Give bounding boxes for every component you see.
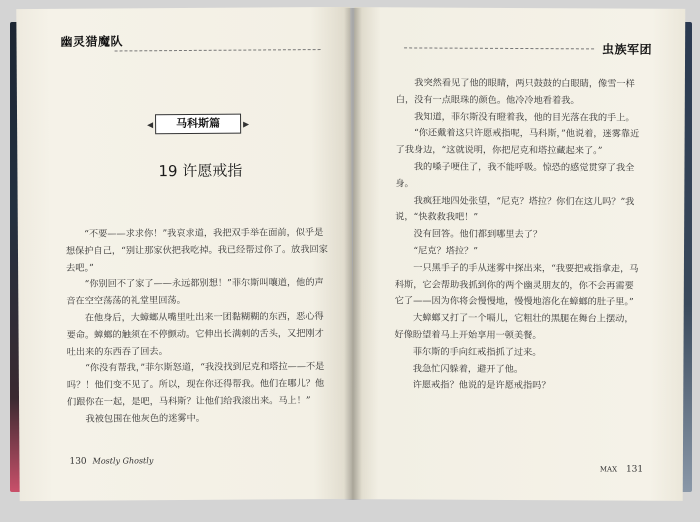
paragraph: “你别回不了家了——永远都别想！”菲尔斯叫嚷道，他的声音在空空荡荡的礼堂里回荡。 <box>66 277 324 308</box>
paragraph: 在他身后，大蟑螂从嘴里吐出来一团黏糊糊的东西，恶心得要命。蟑螂的触须在不停颤动。它伸出长满刺的舌头，又把刚才吐出来的东西吞了回去。 <box>66 311 324 358</box>
right-folio <box>600 464 643 474</box>
paragraph: 我的嗓子哽住了，我不能呼吸。惊恐的感觉贯穿了我全身。 <box>395 161 635 190</box>
paragraph: “尼克？塔拉？” <box>413 245 478 257</box>
paragraph: 我疯狂地四处张望，“尼克？塔拉？你们在这儿吗？”我说，“快救救我吧！” <box>395 195 635 224</box>
left-page <box>16 7 353 501</box>
right-page <box>352 7 686 501</box>
left-running-header: 幽灵猎魔队 <box>60 34 124 49</box>
paragraph: 没有回答。他们都到哪里去了？ <box>413 228 543 241</box>
book-gutter <box>344 8 362 500</box>
paragraph: 我知道，菲尔斯没有瞪着我，他的目光落在我的手上。 <box>414 111 635 124</box>
running-foot: Mostly Ghostly <box>92 456 154 466</box>
paragraph: 我被包围在他灰色的迷雾中。 <box>85 412 206 425</box>
right-body-text <box>394 75 644 395</box>
page-number: 131 <box>625 464 644 475</box>
chapter-title: 19 许愿戒指 <box>158 161 243 181</box>
paragraph: 许愿戒指？他说的是许愿戒指吗？ <box>412 379 551 392</box>
page-number: 130 <box>69 456 87 467</box>
running-foot: MAX <box>599 465 618 474</box>
paragraph: 大蟑螂又打了一个嗝儿，它粗壮的黑腿在舞台上摆动，好像盼望着马上开始享用一顿美餐。 <box>394 312 634 342</box>
paragraph: 菲尔斯的手向红戒指抓了过来。 <box>412 346 542 358</box>
paragraph: 一只黑手子的手从迷雾中探出来，“我要把戒指拿走，马科斯，它会帮助我抓到你的两个幽灵朋友的，你不会再需要它了——因为你将会慢慢地，慢慢地溶化在蟑螂的肚子里。” <box>394 262 639 308</box>
left-body-text <box>66 225 329 428</box>
paragraph: “你没有帮我，”菲尔斯怒道，“我没找到尼克和塔拉——不是吗？！他们变不见了。所以，现在你还得帮我。他们在哪儿？他们跟你在一起，是吧，马科斯？让他们给我滚出来。马上！” <box>66 361 325 408</box>
paragraph: 我突然看见了他的眼睛，两只鼓鼓的白眼睛，像雪一样白，没有一点眼珠的颜色。他冷冷地看着我。 <box>395 77 635 107</box>
paragraph: “你还戴着这只许愿戒指呢，马科斯，”他说着，迷雾靠近了我身边，“这就说明，你把尼克和塔拉藏起来了。” <box>395 127 640 157</box>
right-header-rule <box>404 47 594 49</box>
paragraph: “不要——求求你！”我哀求道，我把双手举在面前，似乎是想保护自己，“别让那家伙把我吃掉。我已经帮过你了。放我回家去吧。” <box>65 227 328 274</box>
left-header-rule <box>115 49 321 51</box>
right-running-header: 虫族军团 <box>602 42 653 57</box>
paragraph: 我急忙闪躲着，避开了他。 <box>412 362 524 375</box>
left-folio <box>69 456 153 467</box>
chapter-label: 马科斯篇 <box>155 114 241 135</box>
